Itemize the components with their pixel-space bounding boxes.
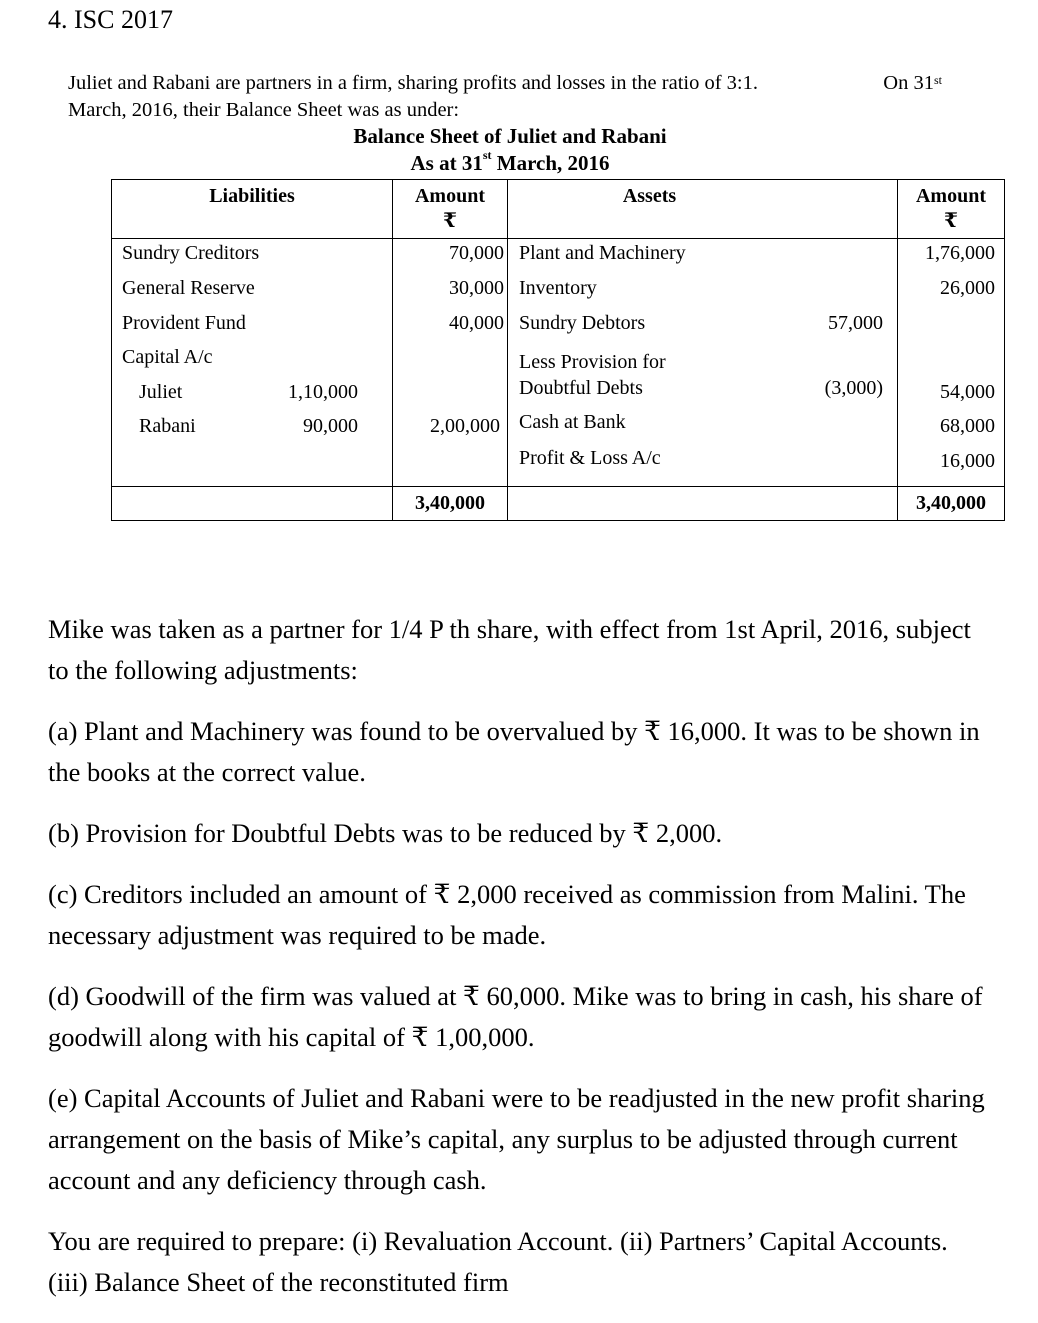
adjustment-b: (b) Provision for Doubtful Debts was to be reduced by ₹ 2,000.: [48, 818, 723, 848]
adjustment-a: (a) Plant and Machinery was found to be overvalued by ₹ 16,000. It was to be shown in the books at the correct value.: [48, 716, 980, 787]
debtors-label: Sundry Debtors: [519, 312, 646, 334]
general-reserve-amount: 30,000: [449, 277, 504, 299]
juliet-capital: 1,10,000: [288, 381, 358, 403]
plant-label: Plant and Machinery: [519, 242, 686, 264]
table-body-row: [112, 239, 1005, 487]
adjustment-d: (d) Goodwill of the firm was valued at ₹ 60,000. Mike was to bring in cash, his share of goodwill along with his capital of ₹ 1,00,000.: [48, 981, 983, 1052]
inventory-label: Inventory: [519, 277, 597, 299]
capital-total-amount: 2,00,000: [430, 415, 500, 437]
table-total-row: [112, 487, 1005, 521]
required-statement: You are required to prepare: (i) Revaluation Account. (ii) Partners’ Capital Accounts. (iii) Balance Sheet of the reconstituted firm: [48, 1226, 948, 1297]
question-heading: 4. ISC 2017: [48, 5, 173, 34]
provision-label-1: Less Provision for: [519, 351, 666, 373]
provident-fund-amount: 40,000: [449, 312, 504, 334]
header-amount-right: Amount ₹: [898, 180, 1005, 239]
rabani-capital: 90,000: [303, 415, 358, 437]
pl-amount: 16,000: [940, 450, 995, 472]
cash-amount: 68,000: [940, 415, 995, 437]
table-header-row: [112, 180, 1005, 239]
intro-text: [68, 70, 968, 124]
provident-fund-label: Provident Fund: [122, 312, 246, 334]
provision-value: (3,000): [824, 377, 883, 399]
liabilities-column: [112, 239, 393, 487]
intro-line-2: March, 2016, their Balance Sheet was as under:: [68, 99, 460, 121]
balance-sheet-subtitle: As at 31st March, 2016: [410, 148, 610, 175]
debtors-net-amount: 54,000: [940, 381, 995, 403]
assets-column: [508, 239, 898, 487]
intro-line-1: Juliet and Rabani are partners in a firm, sharing profits and losses in the ratio of 3:1.: [68, 72, 758, 94]
liabilities-total: 3,40,000: [393, 487, 508, 521]
cash-label: Cash at Bank: [519, 411, 626, 433]
plant-amount: 1,76,000: [925, 242, 995, 264]
juliet-label: Juliet: [139, 381, 183, 403]
adjustment-e: (e) Capital Accounts of Juliet and Rabani were to be readjusted in the new profit sharing arrangement on the basis of Mike’s capital, any surplus to be adjusted through current account and any deficiency through cash.: [48, 1083, 985, 1195]
header-amount-left: Amount ₹: [393, 180, 508, 239]
adjustment-c: (c) Creditors included an amount of ₹ 2,000 received as commission from Malini. The necessary adjustment was required to be made.: [48, 879, 966, 950]
debtors-value: 57,000: [828, 312, 883, 334]
general-reserve-label: General Reserve: [122, 277, 255, 299]
rabani-label: Rabani: [139, 415, 196, 437]
balance-sheet-title: Balance Sheet of Juliet and Rabani: [353, 124, 667, 148]
capital-label: Capital A/c: [122, 346, 213, 368]
header-liabilities: Liabilities: [112, 180, 393, 239]
sundry-creditors-amount: 70,000: [449, 242, 504, 264]
liabilities-amount-column: [393, 239, 508, 487]
paragraph-mike-admission: Mike was taken as a partner for 1/4 P th share, with effect from 1st April, 2016, subject to the following adjustments:: [48, 614, 971, 685]
inventory-amount: 26,000: [940, 277, 995, 299]
provision-label-2: Doubtful Debts: [519, 377, 643, 399]
header-assets: Assets: [508, 180, 792, 239]
pl-label: Profit & Loss A/c: [519, 447, 661, 469]
intro-line-1-date: On 31st: [883, 72, 942, 94]
assets-amount-column: [898, 239, 1005, 487]
balance-sheet-table: [111, 179, 1005, 521]
sundry-creditors-label: Sundry Creditors: [122, 242, 260, 264]
assets-total: 3,40,000: [898, 487, 1005, 521]
